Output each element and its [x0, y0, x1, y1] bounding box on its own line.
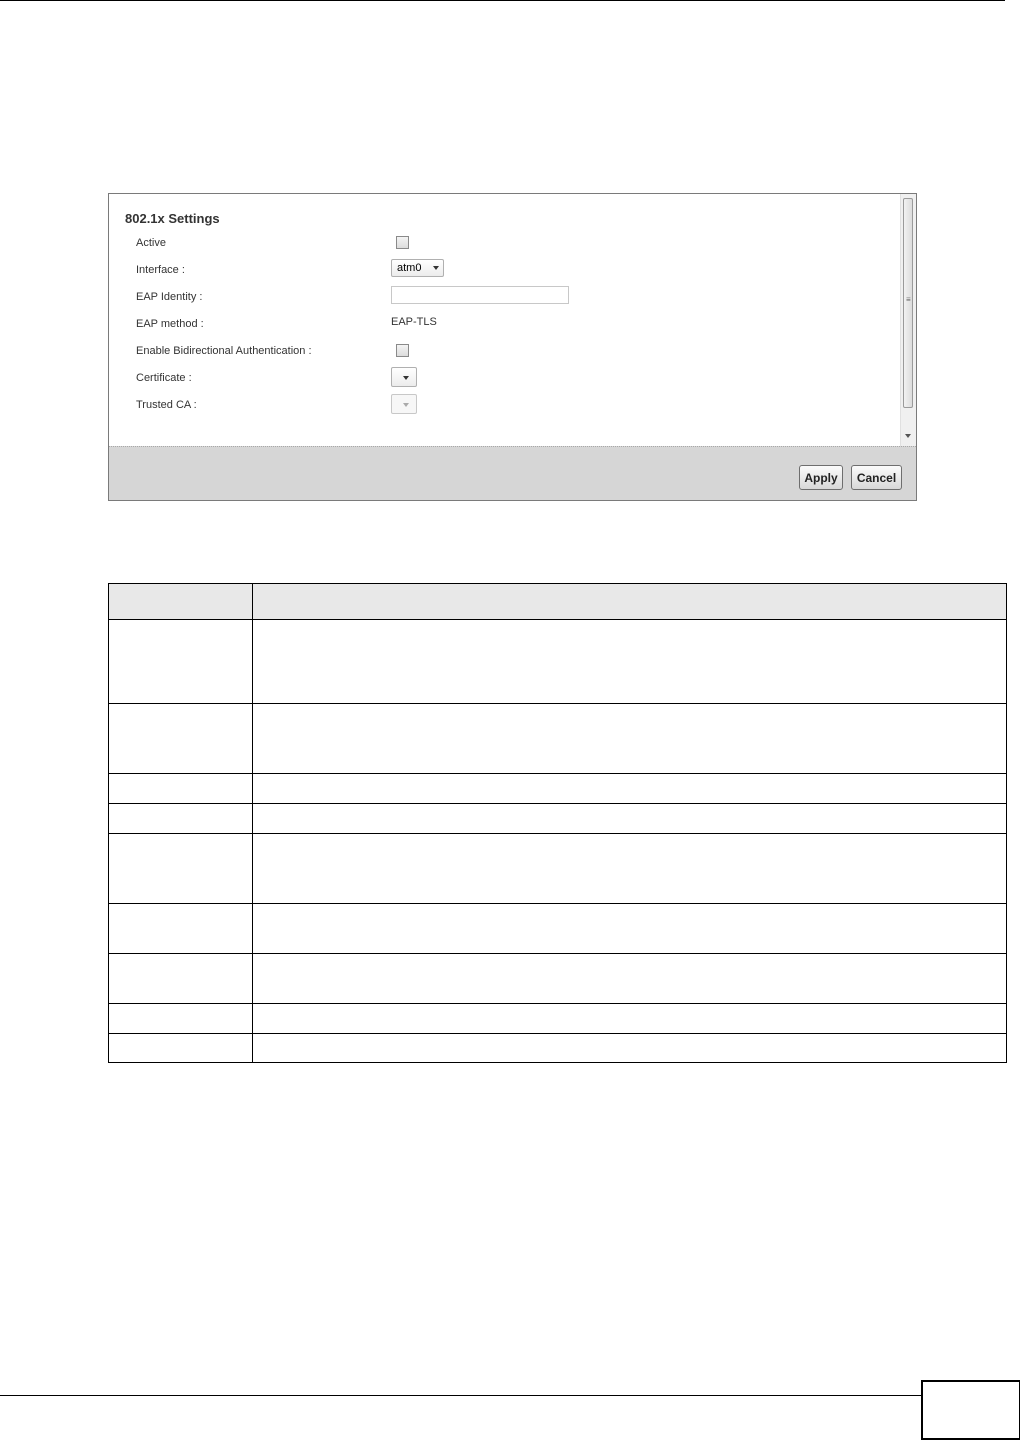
table-row — [109, 704, 1007, 774]
table-cell — [109, 834, 253, 904]
page-number-box — [921, 1380, 1020, 1440]
table-row — [109, 804, 1007, 834]
table-row — [109, 774, 1007, 804]
table-cell — [109, 954, 253, 1004]
chevron-down-icon — [403, 376, 409, 380]
eap-identity-label: EAP Identity : — [136, 291, 203, 303]
chevron-down-icon — [433, 266, 439, 270]
vertical-scrollbar[interactable] — [900, 194, 916, 446]
eap-method-value: EAP-TLS — [391, 316, 437, 328]
certificate-label: Certificate : — [136, 372, 192, 384]
table-cell — [109, 804, 253, 834]
interface-label: Interface : — [136, 264, 185, 276]
field-description-table — [108, 583, 1007, 1063]
table-cell — [253, 704, 1007, 774]
scrollbar-thumb[interactable] — [903, 198, 913, 408]
table-cell — [109, 904, 253, 954]
apply-button[interactable]: Apply — [799, 465, 843, 490]
table-cell — [253, 954, 1007, 1004]
settings-panel-screenshot — [108, 193, 917, 501]
table-cell — [109, 1004, 253, 1034]
footer-rule — [0, 1395, 1020, 1396]
table-cell — [109, 1034, 253, 1063]
table-row — [109, 834, 1007, 904]
table-cell — [253, 774, 1007, 804]
active-checkbox[interactable] — [396, 236, 409, 249]
cancel-button[interactable]: Cancel — [851, 465, 902, 490]
active-label: Active — [136, 237, 166, 249]
panel-title: 802.1x Settings — [125, 211, 220, 226]
table-header-description — [253, 584, 1007, 620]
scroll-down-arrow-icon[interactable] — [905, 434, 911, 438]
chevron-down-icon — [403, 403, 409, 407]
trusted-ca-select[interactable] — [391, 394, 417, 414]
table-cell — [253, 620, 1007, 704]
table-header-row — [109, 584, 1007, 620]
eap-identity-input[interactable] — [391, 286, 569, 304]
bidirectional-auth-checkbox[interactable] — [396, 344, 409, 357]
table-cell — [253, 804, 1007, 834]
table-row — [109, 1004, 1007, 1034]
table-header-label — [109, 584, 253, 620]
table-cell — [109, 620, 253, 704]
table-cell — [109, 774, 253, 804]
table-row — [109, 620, 1007, 704]
table-cell — [253, 1004, 1007, 1034]
panel-button-bar — [109, 446, 916, 501]
header-rule — [0, 0, 1005, 1]
interface-value: atm0 — [397, 262, 422, 274]
table-row — [109, 1034, 1007, 1063]
table-row — [109, 904, 1007, 954]
bidirectional-auth-label: Enable Bidirectional Authentication : — [136, 345, 312, 357]
trusted-ca-label: Trusted CA : — [136, 399, 197, 411]
certificate-select[interactable] — [391, 367, 417, 387]
eap-method-label: EAP method : — [136, 318, 204, 330]
grip-icon: ≡ — [906, 295, 911, 304]
table-cell — [253, 1034, 1007, 1063]
table-cell — [109, 704, 253, 774]
table-row — [109, 954, 1007, 1004]
table-cell — [253, 904, 1007, 954]
table-cell — [253, 834, 1007, 904]
interface-select[interactable] — [391, 259, 444, 277]
